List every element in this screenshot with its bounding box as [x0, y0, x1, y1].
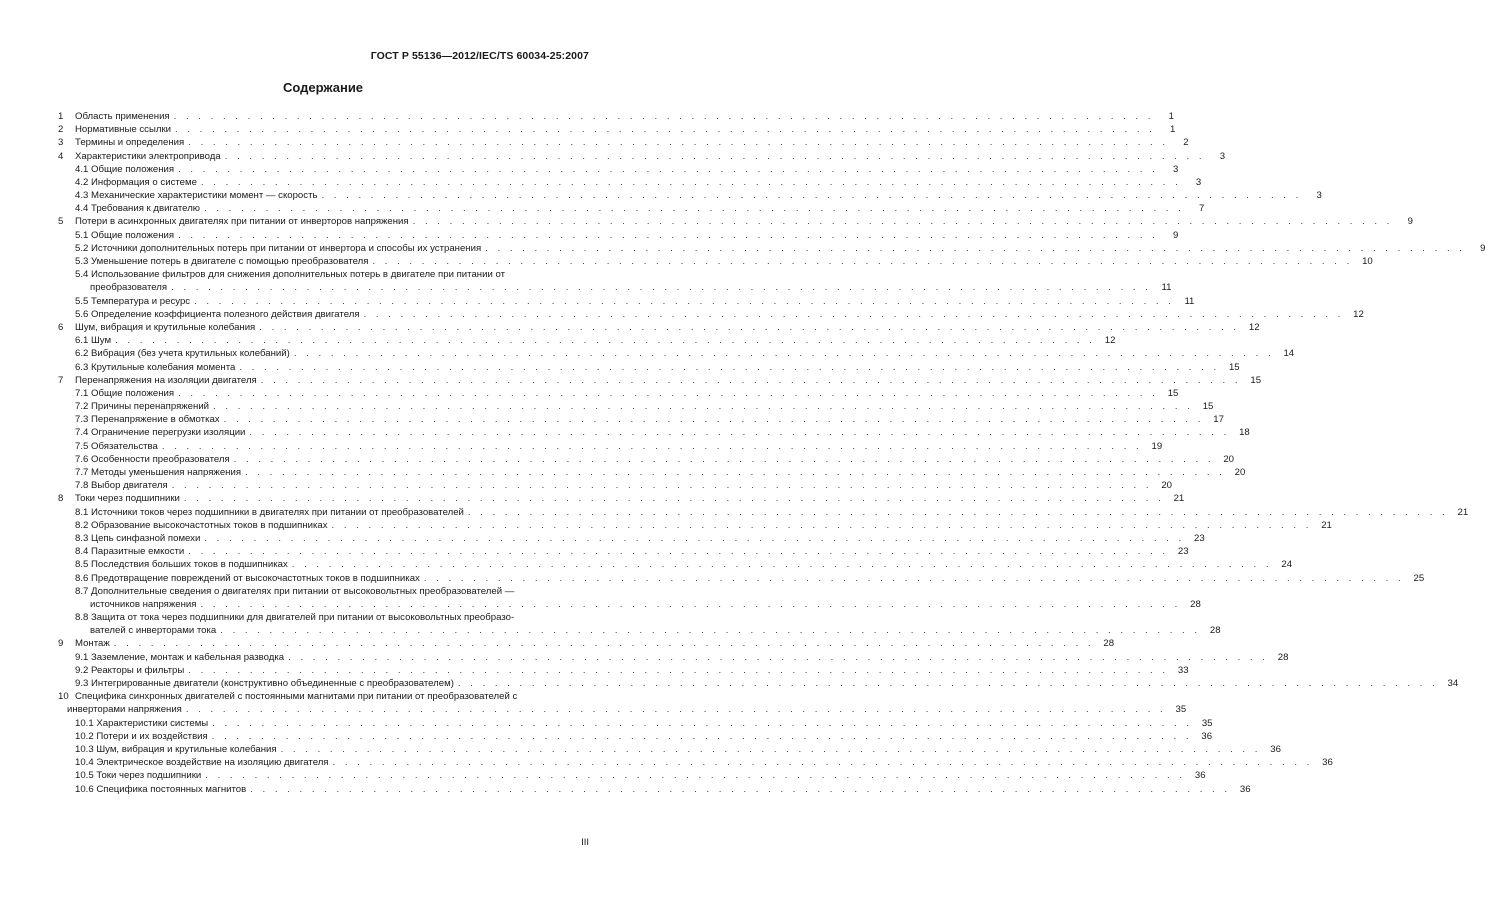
toc-entry	[52, 466, 1246, 479]
toc-entry-label: 4.4 Требования к двигателю	[75, 203, 200, 215]
toc-entry	[52, 163, 1179, 176]
toc-entry-page: 15	[1250, 374, 1262, 386]
toc-entry-label: 8.3 Цепь синфазной помехи	[75, 532, 201, 544]
toc-entry	[52, 677, 1459, 690]
toc-entry	[52, 136, 1189, 149]
toc-entry-label: преобразователя	[90, 282, 168, 294]
toc-leader-dots: . . . . . . . . . . . . . . . . . . . . . . . . . . . . . . . . . . . . . . . . . . . . . . . . . . . . . . . . . . . . . . . . . . . . . . . . . . . . . . . .	[293, 348, 1275, 360]
toc-entry-label: 7.2 Причины перенапряжений	[75, 401, 210, 413]
toc-leader-dots: . . . . . . . . . . . . . . . . . . . . . . . . . . . . . . . . . . . . . . . . . . . . . . . . . . . . . . . . . . . . . . . . . . . . . . . . . . . . . . . .	[224, 150, 1206, 162]
toc-entry-page: 9	[1173, 229, 1179, 241]
toc-entry-label: источников напряжения	[90, 598, 197, 610]
toc-entry-label: 8.8 Защита от тока через подшипники для двигателей при питании от высоковольтных преобразо-	[75, 612, 515, 624]
toc-entry	[52, 202, 1205, 215]
toc-entry-label: 7.8 Выбор двигателя	[75, 480, 168, 492]
toc-leader-dots: . . . . . . . . . . . . . . . . . . . . . . . . . . . . . . . . . . . . . . . . . . . . . . . . . . . . . . . . . . . . . . . . . . . . . . . . . . . . . . . .	[485, 242, 1466, 254]
toc-entry-label: 9.2 Реакторы и фильтры	[75, 664, 185, 676]
toc-entry-page: 12	[1353, 308, 1364, 320]
toc-entry	[52, 506, 1469, 519]
toc-leader-dots: . . . . . . . . . . . . . . . . . . . . . . . . . . . . . . . . . . . . . . . . . . . . . . . . . . . . . . . . . . . . . . . . . . . . . . . . . . . . . . . .	[291, 559, 1273, 571]
toc-entry	[52, 216, 1413, 229]
toc-leader-dots: . . . . . . . . . . . . . . . . . . . . . . . . . . . . . . . . . . . . . . . . . . . . . . . . . . . . . . . . . . . . . . . . . . . . . . . . . . . . . . . .	[245, 467, 1226, 479]
toc-entry	[52, 743, 1281, 756]
toc-entry	[52, 295, 1195, 308]
toc-entry	[52, 730, 1213, 743]
toc-entry-page: 3	[1219, 150, 1226, 162]
toc-entry-page: 36	[1270, 743, 1281, 755]
toc-entry	[52, 400, 1214, 413]
toc-entry-page: 28	[1190, 598, 1201, 610]
toc-entry	[52, 268, 587, 281]
toc-entry-label: 5.1 Общие положения	[75, 229, 175, 241]
toc-leader-dots: . . . . . . . . . . . . . . . . . . . . . . . . . . . . . . . . . . . . . . . . . . . . . . . . . . . . . . . . . . . . . . . . . . . . . . . . . . . . . . . .	[185, 704, 1167, 716]
toc-entry-page: 15	[1202, 401, 1214, 413]
toc-leader-dots: . . . . . . . . . . . . . . . . . . . . . . . . . . . . . . . . . . . . . . . . . . . . . . . . . . . . . . . . . . . . . . . . . . . . . . . . . . . . . . . .	[288, 651, 1269, 663]
toc-entry-label: Токи через подшипники	[75, 493, 180, 505]
toc-entry	[52, 651, 1289, 664]
toc-entry-label: 10.5 Токи через подшипники	[75, 770, 202, 782]
toc-entry	[52, 334, 1116, 347]
toc-entry-label: 10.4 Электрическое воздействие на изоляцию двигателя	[75, 757, 329, 769]
toc-entry-page: 28	[1103, 638, 1115, 650]
toc-entry-page: 21	[1457, 506, 1469, 518]
toc-entry-label: 4.1 Общие положения	[75, 163, 175, 175]
toc-leader-dots: . . . . . . . . . . . . . . . . . . . . . . . . . . . . . . . . . . . . . . . . . . . . . . . . . . . . . . . . . . . . . . . . . . . . . . . . . . . . . . . .	[259, 321, 1240, 333]
toc-entry	[52, 110, 1174, 123]
page-title: Содержание	[282, 80, 364, 95]
toc-entry-page: 11	[1161, 282, 1172, 294]
toc-entry-page: 36	[1194, 770, 1206, 782]
toc-entry-page: 1	[1169, 124, 1176, 136]
toc-leader-dots: . . . . . . . . . . . . . . . . . . . . . . . . . . . . . . . . . . . . . . . . . . . . . . . . . . . . . . . . . . . . . . . . . . . . . . . . . . . . . . . .	[161, 440, 1143, 452]
table-of-contents	[52, 110, 1485, 796]
toc-leader-dots: . . . . . . . . . . . . . . . . . . . . . . . . . . . . . . . . . . . . . . . . . . . . . . . . . . . . . . . . . . . . . . . . . . . . . . . . . . . . . . . .	[173, 110, 1154, 122]
toc-leader-dots: . . . . . . . . . . . . . . . . . . . . . . . . . . . . . . . . . . . . . . . . . . . . . . . . . . . . . . . . . . . . . . . . . . . . . . . . . . . . . . . .	[457, 678, 1439, 690]
toc-leader-dots: . . . . . . . . . . . . . . . . . . . . . . . . . . . . . . . . . . . . . . . . . . . . . . . . . . . . . . . . . . . . . . . . . . . . . . . . . . . . . . . .	[363, 308, 1344, 320]
toc-entry-page: 28	[1209, 625, 1221, 637]
toc-entry-page: 14	[1283, 348, 1295, 360]
toc-entry-label: 5.5 Температура и ресурс	[75, 295, 191, 307]
toc-entry-label: 10.2 Потери и их воздействия	[75, 730, 208, 742]
toc-entry-page: 9	[1407, 216, 1413, 228]
toc-entry-page: 19	[1151, 440, 1163, 452]
toc-entry-label: 7.5 Обязательства	[75, 440, 158, 452]
toc-leader-dots: . . . . . . . . . . . . . . . . . . . . . . . . . . . . . . . . . . . . . . . . . . . . . . . . . . . . . . . . . . . . . . . . . . . . . . . . . . . . . . . .	[239, 361, 1220, 373]
toc-entry-page: 10	[1362, 256, 1373, 268]
toc-leader-dots: . . . . . . . . . . . . . . . . . . . . . . . . . . . . . . . . . . . . . . . . . . . . . . . . . . . . . . . . . . . . . . . . . . . . . . . . . . . . . . . .	[412, 216, 1393, 228]
toc-entry-page: 17	[1213, 414, 1224, 426]
toc-entry-label: инверторами напряжения	[67, 704, 182, 716]
toc-entry	[52, 783, 1251, 796]
toc-entry	[52, 427, 1250, 440]
toc-leader-dots: . . . . . . . . . . . . . . . . . . . . . . . . . . . . . . . . . . . . . . . . . . . . . . . . . . . . . . . . . . . . . . . . . . . . . . . . . . . . . . . .	[249, 427, 1230, 439]
toc-entry	[52, 308, 1364, 321]
toc-leader-dots: . . . . . . . . . . . . . . . . . . . . . . . . . . . . . . . . . . . . . . . . . . . . . . . . . . . . . . . . . . . . . . . . . . . . . . . . . . . . . . . .	[178, 163, 1159, 175]
toc-entry	[52, 572, 1425, 585]
toc-entry-label: 4.3 Механические характеристики момент — скорость	[75, 190, 318, 202]
toc-entry	[52, 347, 1295, 360]
toc-entry-page: 3	[1173, 163, 1179, 175]
toc-entry	[52, 611, 587, 624]
toc-entry-label: 6.2 Вибрация (без учета крутильных колебаний)	[75, 348, 290, 360]
toc-entry	[52, 519, 1332, 532]
toc-leader-dots: . . . . . . . . . . . . . . . . . . . . . . . . . . . . . . . . . . . . . . . . . . . . . . . . . . . . . . . . . . . . . . . . . . . . . . . . . . . . . . . .	[194, 295, 1175, 307]
toc-entry-label: 7.1 Общие положения	[75, 387, 175, 399]
toc-entry-label: 5.4 Использование фильтров для снижения дополнительных потерь в двигателе при питании от	[75, 269, 505, 281]
toc-leader-dots: . . . . . . . . . . . . . . . . . . . . . . . . . . . . . . . . . . . . . . . . . . . . . . . . . . . . . . . . . . . . . . . . . . . . . . . . . . . . . . . .	[115, 335, 1096, 347]
toc-entry-label: 5.3 Уменьшение потерь в двигателе с помощью преобразователя	[75, 256, 369, 268]
toc-leader-dots: . . . . . . . . . . . . . . . . . . . . . . . . . . . . . . . . . . . . . . . . . . . . . . . . . . . . . . . . . . . . . . . . . . . . . . . . . . . . . . . .	[188, 137, 1169, 149]
toc-entry-page: 12	[1104, 335, 1116, 347]
toc-entry	[52, 769, 1206, 782]
toc-entry-label: Нормативные ссылки	[75, 124, 172, 136]
toc-entry-label: 10.1 Характеристики системы	[75, 717, 209, 729]
toc-entry-label: 8.2 Образование высокочастотных токов в подшипниках	[75, 519, 328, 531]
toc-entry	[52, 558, 1293, 571]
toc-entry-page: 18	[1239, 427, 1250, 439]
toc-leader-dots: . . . . . . . . . . . . . . . . . . . . . . . . . . . . . . . . . . . . . . . . . . . . . . . . . . . . . . . . . . . . . . . . . . . . . . . . . . . . . . . .	[183, 493, 1165, 505]
toc-entry-page: 21	[1321, 519, 1332, 531]
toc-entry-number: 6	[58, 321, 64, 333]
toc-entry-number: 2	[58, 124, 64, 136]
toc-leader-dots: . . . . . . . . . . . . . . . . . . . . . . . . . . . . . . . . . . . . . . . . . . . . . . . . . . . . . . . . . . . . . . . . . . . . . . . . . . . . . . . .	[188, 664, 1169, 676]
toc-entry-label: 4.2 Информация о системе	[75, 176, 197, 188]
toc-entry-label: 9.1 Заземление, монтаж и кабельная разводка	[75, 651, 285, 663]
toc-entry	[52, 242, 1485, 255]
toc-leader-dots: . . . . . . . . . . . . . . . . . . . . . . . . . . . . . . . . . . . . . . . . . . . . . . . . . . . . . . . . . . . . . . . . . . . . . . . . . . . . . . . .	[171, 480, 1153, 492]
toc-entry	[52, 229, 1179, 242]
toc-leader-dots: . . . . . . . . . . . . . . . . . . . . . . . . . . . . . . . . . . . . . . . . . . . . . . . . . . . . . . . . . . . . . . . . . . . . . . . . . . . . . . . .	[280, 743, 1261, 755]
toc-leader-dots: . . . . . . . . . . . . . . . . . . . . . . . . . . . . . . . . . . . . . . . . . . . . . . . . . . . . . . . . . . . . . . . . . . . . . . . . . . . . . . . .	[250, 783, 1231, 795]
toc-entry-page: 15	[1167, 387, 1179, 399]
toc-entry-label: 7.7 Методы уменьшения напряжения	[75, 467, 242, 479]
toc-entry-label: 10.6 Специфика постоянных магнитов	[75, 783, 247, 795]
toc-leader-dots: . . . . . . . . . . . . . . . . . . . . . . . . . . . . . . . . . . . . . . . . . . . . . . . . . . . . . . . . . . . . . . . . . . . . . . . . . . . . . . . .	[200, 598, 1181, 610]
toc-entry-page: 23	[1177, 546, 1189, 558]
toc-entry-number: 7	[58, 374, 64, 386]
toc-entry-page: 23	[1193, 532, 1205, 544]
toc-entry-page: 3	[1316, 190, 1322, 202]
toc-entry	[52, 598, 1201, 611]
toc-entry-page: 9	[1480, 242, 1485, 254]
toc-entry	[52, 440, 1163, 453]
toc-entry-page: 35	[1201, 717, 1213, 729]
toc-entry-label: Характеристики электропривода	[75, 150, 221, 162]
toc-entry	[52, 361, 1240, 374]
toc-entry	[52, 123, 1176, 136]
toc-entry-label: Потери в асинхронных двигателях при питании от инверторов напряжения	[75, 216, 409, 228]
toc-leader-dots: . . . . . . . . . . . . . . . . . . . . . . . . . . . . . . . . . . . . . . . . . . . . . . . . . . . . . . . . . . . . . . . . . . . . . . . . . . . . . . . .	[372, 256, 1353, 268]
toc-entry-label: Область применения	[75, 110, 170, 122]
toc-leader-dots: . . . . . . . . . . . . . . . . . . . . . . . . . . . . . . . . . . . . . . . . . . . . . . . . . . . . . . . . . . . . . . . . . . . . . . . . . . . . . . . .	[204, 203, 1185, 215]
toc-leader-dots: . . . . . . . . . . . . . . . . . . . . . . . . . . . . . . . . . . . . . . . . . . . . . . . . . . . . . . . . . . . . . . . . . . . . . . . . . . . . . . . .	[212, 717, 1193, 729]
toc-entry	[52, 492, 1185, 505]
toc-leader-dots: . . . . . . . . . . . . . . . . . . . . . . . . . . . . . . . . . . . . . . . . . . . . . . . . . . . . . . . . . . . . . . . . . . . . . . . . . . . . . . . .	[204, 532, 1185, 544]
toc-entry-page: 12	[1248, 321, 1260, 333]
toc-entry-page: 36	[1201, 730, 1213, 742]
toc-entry	[52, 176, 1202, 189]
toc-entry	[52, 479, 1173, 492]
toc-entry-page: 25	[1413, 572, 1425, 584]
toc-entry	[52, 638, 1115, 651]
toc-leader-dots: . . . . . . . . . . . . . . . . . . . . . . . . . . . . . . . . . . . . . . . . . . . . . . . . . . . . . . . . . . . . . . . . . . . . . . . . . . . . . . . .	[200, 176, 1182, 188]
toc-leader-dots: . . . . . . . . . . . . . . . . . . . . . . . . . . . . . . . . . . . . . . . . . . . . . . . . . . . . . . . . . . . . . . . . . . . . . . . . . . . . . . . .	[223, 414, 1204, 426]
toc-leader-dots: . . . . . . . . . . . . . . . . . . . . . . . . . . . . . . . . . . . . . . . . . . . . . . . . . . . . . . . . . . . . . . . . . . . . . . . . . . . . . . . .	[175, 124, 1156, 136]
toc-entry-page: 2	[1183, 137, 1189, 149]
toc-entry-label: 6.1 Шум	[75, 335, 112, 347]
toc-entry	[52, 413, 1224, 426]
toc-entry-page: 34	[1447, 678, 1459, 690]
toc-entry	[52, 690, 587, 703]
toc-leader-dots: . . . . . . . . . . . . . . . . . . . . . . . . . . . . . . . . . . . . . . . . . . . . . . . . . . . . . . . . . . . . . . . . . . . . . . . . . . . . . . . .	[178, 387, 1159, 399]
toc-entry-page: 36	[1322, 757, 1333, 769]
toc-entry-number: 1	[58, 110, 64, 122]
toc-entry-page: 35	[1175, 704, 1187, 716]
toc-entry-label: Монтаж	[75, 638, 110, 650]
toc-entry-number: 8	[58, 493, 64, 505]
toc-entry-label: 10.3 Шум, вибрация и крутильные колебания	[75, 743, 277, 755]
toc-leader-dots: . . . . . . . . . . . . . . . . . . . . . . . . . . . . . . . . . . . . . . . . . . . . . . . . . . . . . . . . . . . . . . . . . . . . . . . . . . . . . . . .	[178, 229, 1159, 241]
toc-leader-dots: . . . . . . . . . . . . . . . . . . . . . . . . . . . . . . . . . . . . . . . . . . . . . . . . . . . . . . . . . . . . . . . . . . . . . . . . . . . . . . . .	[220, 625, 1201, 637]
toc-leader-dots: . . . . . . . . . . . . . . . . . . . . . . . . . . . . . . . . . . . . . . . . . . . . . . . . . . . . . . . . . . . . . . . . . . . . . . . . . . . . . . . .	[321, 190, 1302, 202]
toc-entry-label: 9.3 Интегрированные двигатели (конструктивно объединенные с преобразователем)	[75, 678, 454, 690]
toc-entry-label: 8.7 Дополнительные сведения о двигателях при питании от высоковольтных преобразователей —	[75, 585, 515, 597]
toc-leader-dots: . . . . . . . . . . . . . . . . . . . . . . . . . . . . . . . . . . . . . . . . . . . . . . . . . . . . . . . . . . . . . . . . . . . . . . . . . . . . . . . .	[113, 638, 1095, 650]
toc-entry-label: Специфика синхронных двигателей с постоянными магнитами при питании от преобразователей с	[75, 691, 518, 703]
toc-entry-label: 5.6 Определение коэффициента полезного действия двигателя	[75, 308, 360, 320]
toc-leader-dots: . . . . . . . . . . . . . . . . . . . . . . . . . . . . . . . . . . . . . . . . . . . . . . . . . . . . . . . . . . . . . . . . . . . . . . . . . . . . . . . .	[211, 730, 1193, 742]
toc-entry-number: 10	[58, 691, 69, 703]
toc-entry-page: 28	[1277, 651, 1289, 663]
toc-entry-label: 7.6 Особенности преобразователя	[75, 453, 230, 465]
toc-entry	[52, 189, 1322, 202]
toc-entry-label: 5.2 Источники дополнительных потерь при питании от инвертора и способы их устранения	[75, 242, 482, 254]
page-number: III	[581, 837, 589, 848]
toc-entry-page: 24	[1281, 559, 1293, 571]
toc-entry	[52, 255, 1373, 268]
toc-entry-page: 3	[1195, 176, 1202, 188]
toc-entry-page: 7	[1198, 203, 1205, 215]
toc-entry-page: 15	[1228, 361, 1240, 373]
toc-entry-page: 20	[1234, 467, 1246, 479]
toc-entry-page: 21	[1173, 493, 1185, 505]
toc-leader-dots: . . . . . . . . . . . . . . . . . . . . . . . . . . . . . . . . . . . . . . . . . . . . . . . . . . . . . . . . . . . . . . . . . . . . . . . . . . . . . . . .	[205, 770, 1186, 782]
toc-leader-dots: . . . . . . . . . . . . . . . . . . . . . . . . . . . . . . . . . . . . . . . . . . . . . . . . . . . . . . . . . . . . . . . . . . . . . . . . . . . . . . . .	[260, 374, 1242, 386]
toc-leader-dots: . . . . . . . . . . . . . . . . . . . . . . . . . . . . . . . . . . . . . . . . . . . . . . . . . . . . . . . . . . . . . . . . . . . . . . . . . . . . . . . .	[332, 757, 1313, 769]
toc-entry-number: 4	[58, 150, 64, 162]
toc-leader-dots: . . . . . . . . . . . . . . . . . . . . . . . . . . . . . . . . . . . . . . . . . . . . . . . . . . . . . . . . . . . . . . . . . . . . . . . . . . . . . . . .	[423, 572, 1405, 584]
toc-entry-page: 20	[1161, 480, 1173, 492]
toc-entry-label: Шум, вибрация и крутильные колебания	[75, 321, 256, 333]
toc-entry-label: 8.1 Источники токов через подшипники в двигателях при питании от преобразователей	[75, 506, 464, 518]
toc-entry	[52, 374, 1262, 387]
toc-entry	[52, 453, 1234, 466]
toc-entry-label: вателей с инверторами тока	[90, 625, 217, 637]
document-code-header: ГОСТ Р 55136—2012/IEC/TS 60034-25:2007	[370, 50, 589, 62]
toc-entry	[52, 703, 1187, 716]
toc-entry-number: 5	[58, 216, 64, 228]
toc-leader-dots: . . . . . . . . . . . . . . . . . . . . . . . . . . . . . . . . . . . . . . . . . . . . . . . . . . . . . . . . . . . . . . . . . . . . . . . . . . . . . . . .	[213, 401, 1194, 413]
toc-entry	[52, 624, 1221, 637]
toc-entry	[52, 717, 1213, 730]
toc-entry	[52, 664, 1189, 677]
toc-entry	[52, 150, 1226, 163]
toc-entry-number: 9	[58, 638, 64, 650]
toc-entry	[52, 756, 1333, 769]
toc-leader-dots: . . . . . . . . . . . . . . . . . . . . . . . . . . . . . . . . . . . . . . . . . . . . . . . . . . . . . . . . . . . . . . . . . . . . . . . . . . . . . . . .	[233, 453, 1214, 465]
toc-entry-label: Термины и определения	[75, 137, 185, 149]
toc-entry	[52, 585, 587, 598]
toc-entry-page: 36	[1239, 783, 1251, 795]
toc-entry-page: 33	[1177, 664, 1189, 676]
toc-entry-page: 11	[1184, 295, 1195, 307]
toc-entry-label: 7.3 Перенапряжение в обмотках	[75, 414, 220, 426]
toc-entry	[52, 321, 1260, 334]
toc-entry-label: Перенапряжения на изоляции двигателя	[75, 374, 257, 386]
toc-entry-label: 6.3 Крутильные колебания момента	[75, 361, 236, 373]
toc-entry	[52, 387, 1179, 400]
toc-entry-page: 1	[1168, 110, 1174, 122]
toc-entry	[52, 532, 1205, 545]
toc-leader-dots: . . . . . . . . . . . . . . . . . . . . . . . . . . . . . . . . . . . . . . . . . . . . . . . . . . . . . . . . . . . . . . . . . . . . . . . . . . . . . . . .	[171, 282, 1152, 294]
toc-entry-label: 8.5 Последствия больших токов в подшипниках	[75, 559, 288, 571]
toc-entry-label: 8.4 Паразитные емкости	[75, 546, 185, 558]
toc-entry-label: 8.6 Предотвращение повреждений от высокочастотных токов в подшипниках	[75, 572, 420, 584]
toc-entry-label: 7.4 Ограничение перегрузки изоляции	[75, 427, 246, 439]
toc-leader-dots: . . . . . . . . . . . . . . . . . . . . . . . . . . . . . . . . . . . . . . . . . . . . . . . . . . . . . . . . . . . . . . . . . . . . . . . . . . . . . . . .	[467, 506, 1449, 518]
toc-leader-dots: . . . . . . . . . . . . . . . . . . . . . . . . . . . . . . . . . . . . . . . . . . . . . . . . . . . . . . . . . . . . . . . . . . . . . . . . . . . . . . . .	[331, 519, 1312, 531]
toc-entry-number: 3	[58, 137, 64, 149]
toc-entry	[52, 281, 1172, 294]
toc-entry-page: 20	[1223, 453, 1234, 465]
toc-leader-dots: . . . . . . . . . . . . . . . . . . . . . . . . . . . . . . . . . . . . . . . . . . . . . . . . . . . . . . . . . . . . . . . . . . . . . . . . . . . . . . . .	[188, 546, 1169, 558]
toc-entry	[52, 545, 1189, 558]
